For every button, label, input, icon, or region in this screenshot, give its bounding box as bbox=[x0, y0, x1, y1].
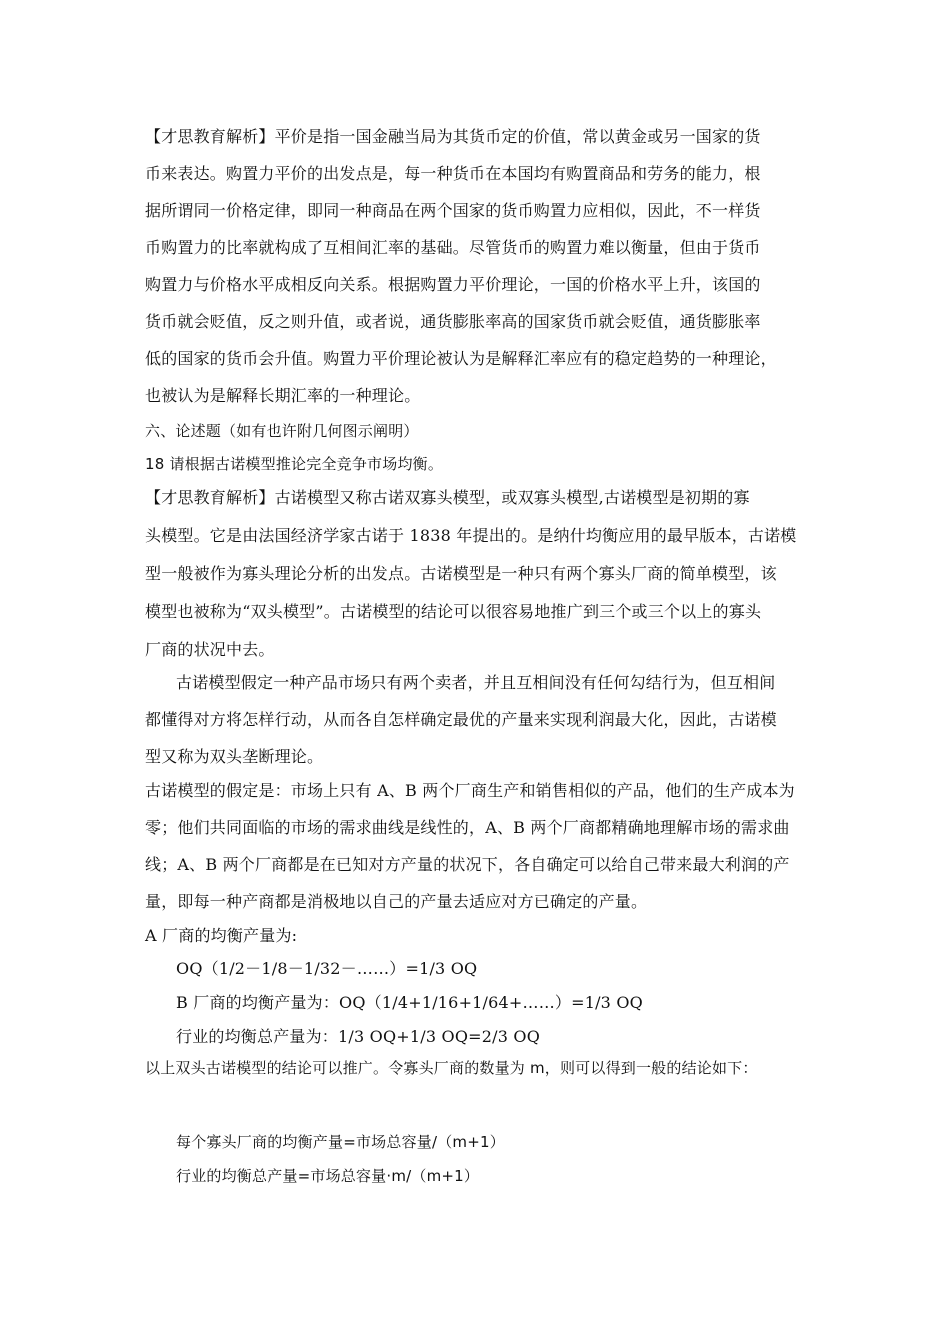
question-text: 18 请根据古诺模型推论完全竞争市场均衡。 bbox=[145, 455, 444, 473]
analysis-label: 【才思教育解析】 bbox=[145, 488, 275, 507]
body-paragraph-line: 零；他们共同面临的市场的需求曲线是线性的，A、B 两个厂商都精确地理解市场的需求曲 bbox=[145, 818, 790, 837]
body-paragraph-line: 线；A、B 两个厂商都是在已知对方产量的状况下，各自确定可以给自己带来最大利润的产 bbox=[145, 855, 790, 874]
analysis-paragraph-line bbox=[145, 127, 761, 147]
conclusion-line: 每个寡头厂商的均衡产量=市场总容量/（m+1） bbox=[176, 1133, 505, 1151]
analysis-paragraph-line: 据所谓同一价格定律，即同一种商品在两个国家的货币购置力应相似，因此，不一样货 bbox=[145, 201, 761, 220]
analysis-label: 【才思教育解析】 bbox=[145, 127, 275, 146]
formula-b: B 厂商的均衡产量为：OQ（1/4+1/16+1/64+……）=1/3 OQ bbox=[176, 993, 643, 1012]
formula-total: 行业的均衡总产量为：1/3 OQ+1/3 OQ=2/3 OQ bbox=[176, 1027, 541, 1046]
body-paragraph-line: 都懂得对方将怎样行动，从而各自怎样确定最优的产量来实现利润最大化，因此，古诺模 bbox=[145, 710, 777, 729]
body-paragraph-line: 量，即每一种产商都是消极地以自己的产量去适应对方已确定的产量。 bbox=[145, 892, 648, 911]
analysis-paragraph-line: 币来表达。购置力平价的出发点是，每一种货币在本国均有购置商品和劳务的能力，根 bbox=[145, 164, 761, 183]
formula-label: A 厂商的均衡产量为: bbox=[145, 926, 298, 945]
conclusion-line: 行业的均衡总产量=市场总容量·m/（m+1） bbox=[176, 1167, 480, 1185]
analysis-paragraph-line: 厂商的状况中去。 bbox=[145, 640, 275, 659]
formula-a: OQ（1/2－1/8－1/32－……）=1/3 OQ bbox=[176, 959, 478, 978]
body-paragraph-line: 古诺模型假定一种产品市场只有两个卖者，并且互相间没有任何勾结行为，但互相间 bbox=[176, 673, 776, 692]
analysis-paragraph-line: 模型也被称为“双头模型”。古诺模型的结论可以很容易地推广到三个或三个以上的寡头 bbox=[145, 602, 762, 621]
analysis-paragraph-line: 货币就会贬值，反之则升值，或者说，通货膨胀率高的国家货币就会贬值，通货膨胀率 bbox=[145, 312, 761, 331]
analysis-paragraph-line: 低的国家的货币会升值。购置力平价理论被认为是解释汇率应有的稳定趋势的一种理论， bbox=[145, 349, 777, 368]
section-heading: 六、论述题（如有也许附几何图示阐明） bbox=[145, 422, 419, 440]
analysis-paragraph-line: 购置力与价格水平成相反向关系。根据购置力平价理论，一国的价格水平上升，该国的 bbox=[145, 275, 761, 294]
analysis-paragraph-line: 型一般被作为寡头理论分析的出发点。古诺模型是一种只有两个寡头厂商的简单模型，该 bbox=[145, 564, 777, 583]
body-paragraph-line: 古诺模型的假定是：市场上只有 A、B 两个厂商生产和销售相似的产品，他们的生产成本为 bbox=[145, 781, 795, 800]
analysis-paragraph-line: 头模型。它是由法国经济学家古诺于 1838 年提出的。是纳什均衡应用的最早版本，古诺模 bbox=[145, 526, 797, 545]
analysis-text: 平价是指一国金融当局为其货币定的价值，常以黄金或另一国家的货 bbox=[274, 127, 761, 146]
body-paragraph-line: 型又称为双头垄断理论。 bbox=[145, 747, 324, 766]
analysis-paragraph-line: 也被认为是解释长期汇率的一种理论。 bbox=[145, 386, 421, 405]
analysis-text: 古诺模型又称古诺双寡头模型，或双寡头模型,古诺模型是初期的寡 bbox=[274, 488, 750, 507]
analysis-paragraph-line bbox=[145, 488, 750, 508]
generalization-text: 以上双头古诺模型的结论可以推广。令寡头厂商的数量为 m，则可以得到一般的结论如下： bbox=[145, 1059, 758, 1077]
analysis-paragraph-line: 币购置力的比率就构成了互相间汇率的基础。尽管货币的购置力难以衡量，但由于货币 bbox=[145, 238, 761, 257]
